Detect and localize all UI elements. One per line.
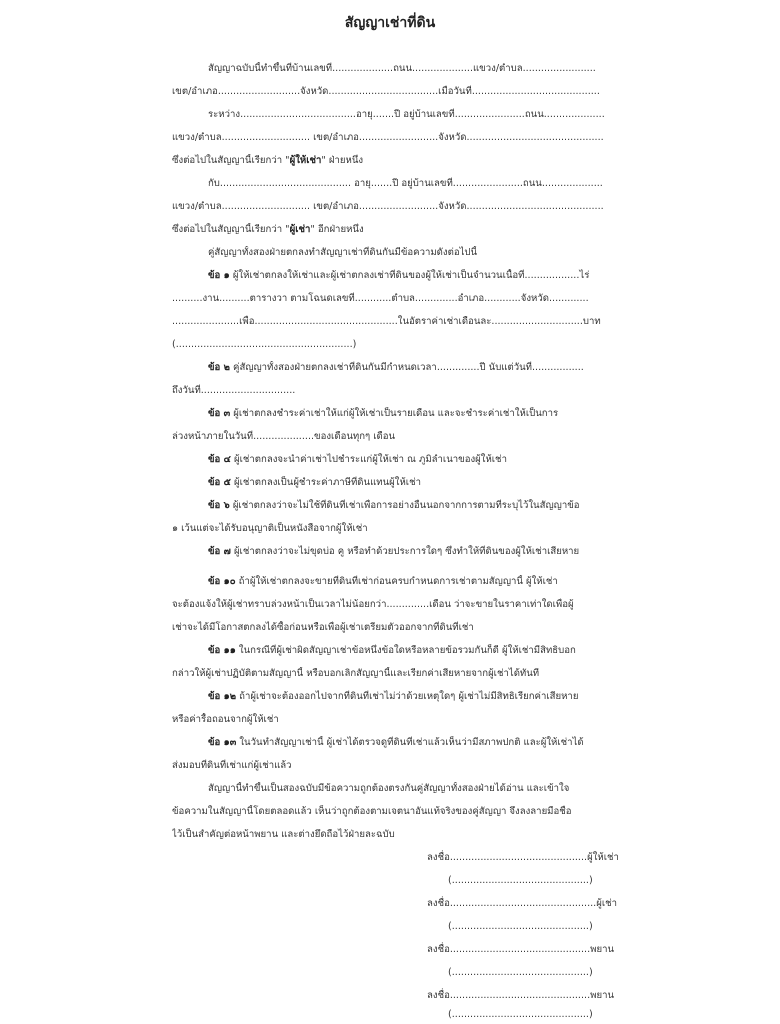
clause-10-line: จะต้องแจ้งให้ผู้เช่าทราบล่วงหน้าเป็นเวลาไม่น้อยกว่า..............เดือน ว่าจะขายในราคาเท่าใดเพื่อผู้	[172, 599, 574, 610]
clause-5	[208, 476, 610, 490]
clause-label: ข้อ ๑๐	[208, 576, 236, 587]
clause-1	[208, 269, 610, 283]
clause-label: ข้อ ๑๒	[208, 691, 237, 702]
clause-label: ข้อ ๓	[208, 408, 231, 419]
text: " ฝ่ายหนึ่ง	[321, 155, 364, 166]
lessee-details-line: แขวง/ตำบล............................. เขต/อำเภอ..........................จังหวัด.............................................	[172, 201, 604, 212]
clause-11	[208, 644, 610, 658]
clause-7	[208, 545, 610, 559]
clause-13-line: ส่งมอบที่ดินที่เช่าแก่ผู้เช่าแล้ว	[172, 760, 292, 771]
lessor-designation	[172, 154, 610, 168]
lessee-term: ผู้เช่า	[289, 224, 311, 235]
signature-lessor-name: (.............................................)	[448, 875, 593, 886]
clause-13	[208, 736, 610, 750]
clause-6	[208, 499, 610, 513]
closing-text: สัญญานี้ทำขึ้นเป็นสองฉบับมีข้อความถูกต้องตรงกันคู่สัญญาทั้งสองฝ่ายได้อ่าน และเข้าใจ	[208, 783, 570, 794]
clause-label: ข้อ ๒	[208, 362, 230, 373]
clause-6-line: ๑ เว้นแต่จะได้รับอนุญาติเป็นหนังสือจากผู้ให้เช่า	[172, 523, 368, 534]
clause-12	[208, 690, 610, 704]
clause-text: ถ้าผู้เช่าจะต้องออกไปจากที่ดินที่เช่าไม่ว่าด้วยเหตุใดๆ ผู้เช่าไม่มีสิทธิเรียกค่าเสียหาย	[239, 691, 579, 702]
clause-label: ข้อ ๕	[208, 477, 231, 488]
lessor-details-line: แขวง/ตำบล............................. เขต/อำเภอ..........................จังหวัด.............................................	[172, 132, 604, 143]
signature-lessee-name: (.............................................)	[448, 921, 593, 932]
clause-1-line: (..........................................................)	[172, 339, 357, 350]
clause-12-line: หรือค่ารื้อถอนจากผู้ให้เช่า	[172, 714, 279, 725]
clause-label: ข้อ ๑	[208, 270, 230, 281]
clause-3	[208, 407, 610, 421]
clause-text: ผู้ให้เช่าตกลงให้เช่าและผู้เช่าตกลงเช่าที่ดินของผู้ให้เช่าเป็นจำนวนเนื้อที่..................ไร่	[232, 270, 590, 281]
clause-10-line: เช่าจะได้มีโอกาสตกลงได้ซื้อก่อนหรือเพื่อผู้เช่าเตรียมตัวออกจากที่ดินที่เช่า	[172, 622, 474, 633]
clause-1-line: ......................เพื่อ...............................................ในอัตราค่าเช่าเดือนละ..............................บาท	[172, 316, 601, 327]
lessee-designation	[172, 223, 610, 237]
signature-lessor: ลงชื่อ.............................................ผู้ให้เช่า	[427, 852, 619, 863]
lessee-details-line: กับ........................................... อายุ.......ปี อยู่บ้านเลขที่.......................ถนน....................	[208, 178, 603, 189]
lessor-term: ผู้ให้เช่า	[289, 155, 322, 166]
header-line: สัญญาฉบับนี้ทำขึ้นที่บ้านเลขที่....................ถนน....................แขวง/ตำบล........................	[208, 63, 596, 74]
intro-text: คู่สัญญาทั้งสองฝ่ายตกลงทำสัญญาเช่าที่ดินกันมีข้อความดังต่อไปนี้	[208, 247, 478, 258]
clause-text: ในกรณีที่ผู้เช่าผิดสัญญาเช่าข้อหนึ่งข้อใดหรือหลายข้อรวมกันก็ดี ผู้ให้เช่ามีสิทธิบอก	[238, 645, 576, 656]
clause-2	[208, 361, 610, 375]
header-line: เขต/อำเภอ...........................จังหวัด....................................เมื่อวันที่..........................................	[172, 86, 600, 97]
clause-3-line: ล่วงหน้าภายในวันที่....................ของเดือนทุกๆ เดือน	[172, 431, 396, 442]
clause-text: ในวันทำสัญญาเช่านี้ ผู้เช่าได้ตรวจดูที่ดินที่เช่าแล้วเห็นว่ามีสภาพปกติ และผู้ให้เช่าได้	[239, 737, 584, 748]
closing-text: ไว้เป็นสำคัญต่อหน้าพยาน และต่างยึดถือไว้ฝ่ายละฉบับ	[172, 829, 395, 840]
signature-witness-1: ลงชื่อ..............................................พยาน	[427, 944, 615, 955]
text: ซึ่งต่อไปในสัญญานี้เรียกว่า "	[172, 155, 290, 166]
signature-witness-1-name: (.............................................)	[448, 967, 593, 978]
clause-11-line: กล่าวให้ผู้เช่าปฏิบัติตามสัญญานี้ หรือบอกเลิกสัญญานี้และเรียกค่าเสียหายจากผู้เช่าได้ทันที	[172, 668, 540, 679]
clause-label: ข้อ ๔	[208, 454, 231, 465]
clause-text: คู่สัญญาทั้งสองฝ่ายตกลงเช่าที่ดินกันมีกำหนดเวลา..............ปี นับแต่วันที่.................	[233, 362, 584, 373]
closing-text: ข้อความในสัญญานี้โดยตลอดแล้ว เห็นว่าถูกต้องตามเจตนาอันแท้จริงของคู่สัญญา จึงลงลายมือชื่อ	[172, 806, 572, 817]
clause-label: ข้อ ๖	[208, 500, 230, 511]
text: ซึ่งต่อไปในสัญญานี้เรียกว่า "	[172, 224, 290, 235]
clause-1-line: ..........งาน..........ตารางวา ตามโฉนดเลขที่............ตำบล..............อำเภอ............จังหวัด.............	[172, 293, 589, 304]
clause-label: ข้อ ๑๓	[208, 737, 237, 748]
clause-text: ผู้เช่าตกลงว่าจะไม่ขุดบ่อ คู หรือทำด้วยประการใดๆ ซึ่งทำให้ที่ดินของผู้ให้เช่าเสียหาย	[233, 546, 580, 557]
signature-lessee: ลงชื่อ................................................ผู้เช่า	[427, 898, 618, 909]
clause-text: ถ้าผู้ให้เช่าตกลงจะขายที่ดินที่เช่าก่อนครบกำหนดการเช่าตามสัญญานี้ ผู้ให้เช่า	[238, 576, 558, 587]
clause-text: ผู้เช่าตกลงจะนำค่าเช่าไปชำระแก่ผู้ให้เช่า ณ ภูมิลำเนาของผู้ให้เช่า	[233, 454, 507, 465]
clause-4	[208, 453, 610, 467]
clause-2-line: ถึงวันที่...............................	[172, 385, 296, 396]
lessor-details-line: ระหว่าง......................................อายุ.......ปี อยู่บ้านเลขที่.......................ถนน....................	[208, 109, 605, 120]
signature-witness-2-name: (.............................................)	[448, 1009, 593, 1020]
clause-10	[208, 575, 610, 589]
clause-text: ผู้เช่าตกลงว่าจะไม่ใช้ที่ดินที่เช่าเพื่อการอย่างอื่นนอกจากการตามที่ระบุไว้ในสัญญาข้อ	[232, 500, 580, 511]
signature-witness-2: ลงชื่อ..............................................พยาน	[427, 990, 615, 1001]
document-title: สัญญาเช่าที่ดิน	[344, 15, 436, 31]
clause-text: ผู้เช่าตกลงชำระค่าเช่าให้แก่ผู้ให้เช่าเป็นรายเดือน และจะชำระค่าเช่าให้เป็นการ	[233, 408, 559, 419]
clause-label: ข้อ ๑๑	[208, 645, 236, 656]
text: " อีกฝ่ายหนึ่ง	[310, 224, 364, 235]
clause-text: ผู้เช่าตกลงเป็นผู้ชำระค่าภาษีที่ดินแทนผู้ให้เช่า	[233, 477, 421, 488]
clause-label: ข้อ ๗	[208, 546, 231, 557]
